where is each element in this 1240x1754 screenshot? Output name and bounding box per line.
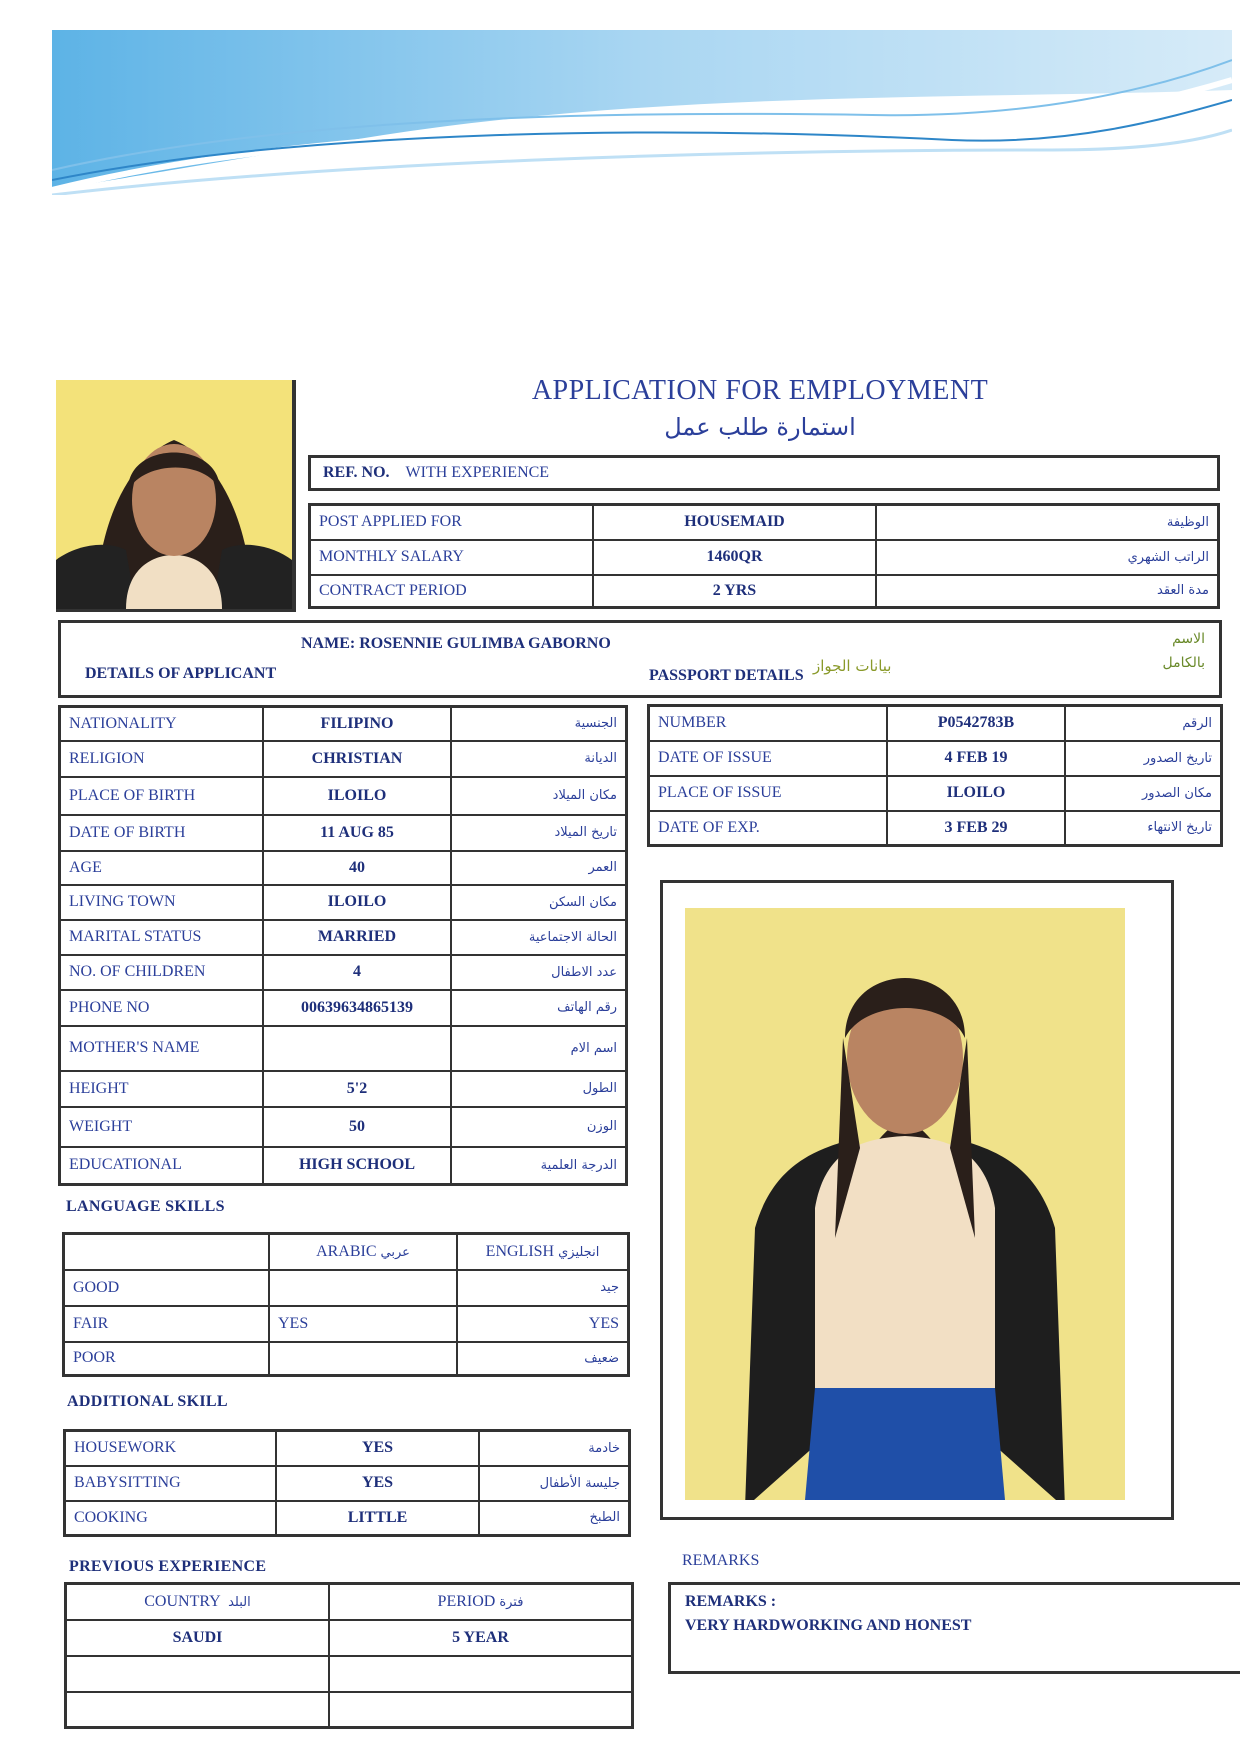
name-label-arabic-2: بالكامل [1162,655,1205,671]
applicant-label-arabic: رقم الهاتف [451,990,627,1026]
applicant-value [263,1026,451,1071]
applicant-label-arabic: الحالة الاجتماعية [451,920,627,955]
applicant-value: 4 [263,955,451,990]
page-title: APPLICATION FOR EMPLOYMENT [531,375,989,406]
applicant-label: NO. OF CHILDREN [60,955,264,990]
applicant-label-arabic: الجنسية [451,707,627,741]
applicant-label: PLACE OF BIRTH [60,777,264,815]
country-header [66,1584,330,1620]
table-row [65,1431,630,1466]
skill-label: COOKING [74,1508,148,1526]
period-header-arabic: فترة [499,1594,524,1610]
passport-label: DATE OF EXP. [658,818,760,836]
applicant-label-arabic: عدد الاطفال [451,955,627,990]
applicant-name: NAME: ROSENNIE GULIMBA GABORNO [301,635,611,652]
language-table [62,1232,630,1377]
applicant-label: RELIGION [60,741,264,777]
applicant-label-arabic: تاريخ الميلاد [451,815,627,851]
skill-value: YES [276,1466,479,1501]
table-row [65,1501,630,1536]
english-header [457,1234,629,1270]
table-row [64,1234,629,1270]
additional-skill-table [63,1429,631,1537]
applicant-label: LIVING TOWN [60,885,264,920]
skill-label: BABYSITTING [65,1466,277,1501]
table-row [60,707,627,741]
table-row [64,1342,629,1376]
applicant-label: NATIONALITY [60,707,264,741]
applicant-table [58,705,628,1186]
passport-label: PLACE OF ISSUE [649,776,888,811]
previous-experience-title: PREVIOUS EXPERIENCE [69,1558,267,1575]
english-level-cell [457,1270,629,1306]
ref-no-label: REF. NO. [323,464,390,481]
table-row [60,1107,627,1147]
job-label: CONTRACT PERIOD [319,581,467,599]
applicant-photo-large [685,908,1125,1500]
applicant-label-arabic: اسم الام [451,1026,627,1071]
passport-label: DATE OF ISSUE [649,741,888,776]
applicant-value: CHRISTIAN [263,741,451,777]
english-header-arabic: انجليزي [558,1244,600,1260]
passport-details-label: PASSPORT DETAILS [649,667,804,684]
applicant-label: MARITAL STATUS [60,920,264,955]
applicant-label: DATE OF BIRTH [60,815,264,851]
passport-label-arabic: تاريخ الصدور [1065,741,1222,776]
table-row [310,505,1219,540]
job-label-arabic: مدة العقد [876,575,1219,608]
experience-period [329,1656,633,1692]
remarks-heading: REMARKS : [685,1593,777,1610]
passport-value: 4 FEB 19 [887,741,1065,776]
job-value: 2 YRS [593,575,876,608]
applicant-label-arabic: الوزن [451,1107,627,1147]
table-row [60,851,627,885]
applicant-label: HEIGHT [60,1071,264,1107]
applicant-value: 00639634865139 [263,990,451,1026]
table-row [65,1466,630,1501]
table-row [66,1692,633,1728]
job-table [308,503,1220,609]
language-level: FAIR [64,1306,270,1342]
applicant-label: EDUCATIONAL [69,1156,182,1174]
ref-no-box [308,455,1220,491]
name-section [58,620,1222,698]
skill-label-arabic: الطبخ [479,1501,630,1536]
experience-table [64,1582,634,1729]
table-row [649,776,1222,811]
remarks-label: REMARKS [682,1552,760,1569]
table-row [60,1147,627,1185]
applicant-label-arabic: مكان السكن [451,885,627,920]
applicant-label-arabic: الدرجة العلمية [451,1147,627,1185]
skill-value: YES [276,1431,479,1466]
table-row [60,777,627,815]
english-level-cell [457,1306,629,1342]
applicant-label: MOTHER'S NAME [60,1026,264,1071]
table-row [60,990,627,1026]
passport-label: NUMBER [649,706,888,741]
job-value: HOUSEMAID [593,505,876,540]
language-level-arabic: جيد [600,1280,619,1295]
ref-no-value: WITH EXPERIENCE [405,464,550,481]
table-row [60,955,627,990]
job-value: 1460QR [593,540,876,575]
arabic-level-value [269,1270,457,1306]
skill-value: LITTLE [276,1501,479,1536]
page-title-arabic: استمارة طلب عمل [664,413,856,441]
details-of-applicant-label: DETAILS OF APPLICANT [85,665,277,682]
passport-details-arabic: بيانات الجواز [813,657,892,675]
applicant-value: MARRIED [263,920,451,955]
table-row [60,885,627,920]
applicant-value: HIGH SCHOOL [263,1147,451,1185]
experience-country: SAUDI [66,1620,330,1656]
applicant-photo-frame [660,880,1174,1520]
table-row [310,575,1219,608]
job-label-arabic: الوظيفة [876,505,1219,540]
applicant-value: ILOILO [263,885,451,920]
language-level: POOR [73,1349,116,1367]
english-header-label: ENGLISH [485,1242,555,1260]
name-label-arabic-1: الاسم [1172,631,1205,647]
passport-label-arabic: مكان الصدور [1065,776,1222,811]
table-row [310,540,1219,575]
language-level: GOOD [64,1270,270,1306]
table-row [66,1620,633,1656]
applicant-value: ILOILO [263,777,451,815]
language-skills-title: LANGUAGE SKILLS [66,1198,225,1215]
period-header [329,1584,633,1620]
table-row [60,920,627,955]
experience-period [329,1692,633,1728]
applicant-label-arabic: مكان الميلاد [451,777,627,815]
header-wave-banner [52,30,1232,195]
period-header-label: PERIOD [437,1592,496,1610]
table-row [649,811,1222,846]
skill-label: HOUSEWORK [65,1431,277,1466]
table-row [66,1656,633,1692]
remarks-text: VERY HARDWORKING AND HONEST [685,1617,972,1634]
applicant-value: FILIPINO [263,707,451,741]
table-row [66,1584,633,1620]
passport-value: ILOILO [887,776,1065,811]
skill-label-arabic: جليسة الأطفال [479,1466,630,1501]
applicant-label-arabic: العمر [451,851,627,885]
passport-table [647,704,1223,847]
table-row [60,1026,627,1071]
arabic-header [269,1234,457,1270]
experience-country [66,1692,330,1728]
job-label: MONTHLY SALARY [310,540,594,575]
applicant-label-arabic: الطول [451,1071,627,1107]
applicant-value: 11 AUG 85 [263,815,451,851]
arabic-header-arabic: عربي [380,1244,410,1260]
remarks-box [668,1582,1240,1674]
table-row [60,741,627,777]
table-row [649,706,1222,741]
applicant-label: PHONE NO [60,990,264,1026]
table-row [60,815,627,851]
language-header-empty [64,1234,270,1270]
applicant-label: WEIGHT [60,1107,264,1147]
table-row [64,1306,629,1342]
applicant-value: 5'2 [263,1071,451,1107]
applicant-value: 50 [263,1107,451,1147]
arabic-level-value: YES [269,1306,457,1342]
skill-label-arabic: خادمة [479,1431,630,1466]
passport-label-arabic: تاريخ الانتهاء [1065,811,1222,846]
additional-skill-title: ADDITIONAL SKILL [67,1393,228,1410]
country-header-arabic: البلد [228,1594,251,1610]
country-header-label: COUNTRY [144,1592,221,1610]
table-row [64,1270,629,1306]
experience-period: 5 YEAR [329,1620,633,1656]
table-row [649,741,1222,776]
job-label: POST APPLIED FOR [310,505,594,540]
applicant-photo-small [56,380,296,612]
table-row [60,1071,627,1107]
applicant-label-arabic: الديانة [451,741,627,777]
passport-value: P0542783B [887,706,1065,741]
passport-value: 3 FEB 29 [887,811,1065,846]
arabic-level-value [269,1342,457,1376]
english-level-cell [457,1342,629,1376]
job-label-arabic: الراتب الشهري [876,540,1219,575]
applicant-label: AGE [60,851,264,885]
applicant-value: 40 [263,851,451,885]
english-level-value: YES [588,1314,619,1332]
arabic-header-label: ARABIC [316,1242,377,1260]
experience-country [66,1656,330,1692]
passport-label-arabic: الرقم [1065,706,1222,741]
language-level-arabic: ضعيف [584,1350,619,1366]
